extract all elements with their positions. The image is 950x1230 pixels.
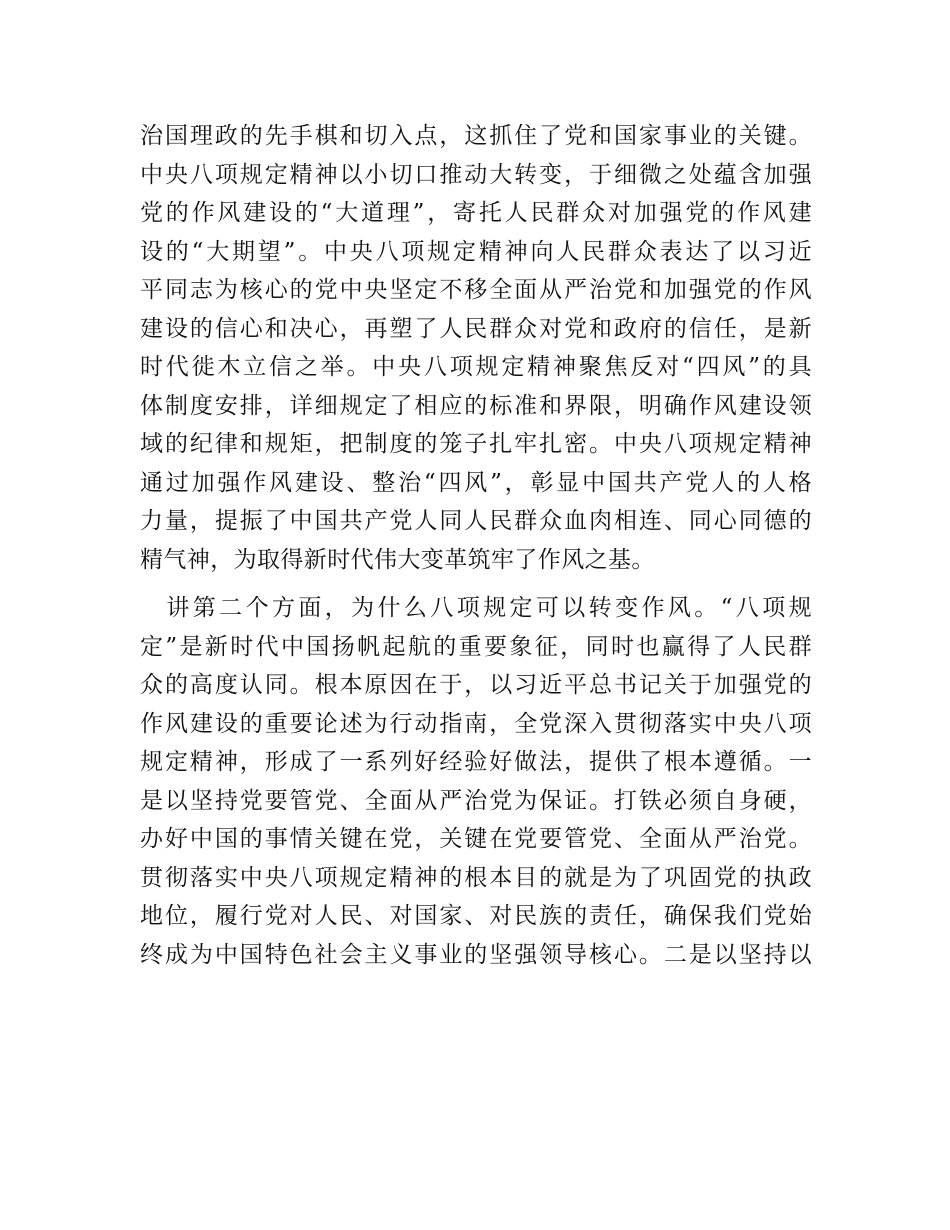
text-line: 域的纪律和规矩，把制度的笼子扎牢扎密。中央八项规定精神 [140, 431, 812, 457]
text-line: 党的作风建设的“大道理”，寄托人民群众对加强党的作风建 [140, 200, 812, 226]
text-line: 平同志为核心的党中央坚定不移全面从严治党和加强党的作风 [140, 277, 812, 303]
text-line: 定”是新时代中国扬帆起航的重要象征，同时也赢得了人民群 [140, 633, 812, 660]
document-body [140, 117, 812, 974]
text-line: 是以坚持党要管党、全面从严治党为保证。打铁必须自身硬， [140, 787, 812, 814]
paragraph-spacer [140, 579, 812, 589]
text-line: 中央八项规定精神以小切口推动大转变，于细微之处蕴含加强 [140, 161, 812, 188]
text-line: 建设的信心和决心，再塑了人民群众对党和政府的信任，是新 [140, 315, 812, 342]
text-line: 规定精神，形成了一系列好经验好做法，提供了根本遵循。一 [140, 749, 812, 775]
text-line: 讲第二个方面，为什么八项规定可以转变作风。“八项规 [140, 595, 812, 621]
text-line: 设的“大期望”。中央八项规定精神向人民群众表达了以习近 [140, 238, 812, 265]
text-line: 众的高度认同。根本原因在于，以习近平总书记关于加强党的 [140, 672, 812, 698]
text-line: 体制度安排，详细规定了相应的标准和界限，明确作风建设领 [140, 392, 812, 419]
paragraph-1 [140, 117, 812, 579]
text-line: 作风建设的重要论述为行动指南，全党深入贯彻落实中央八项 [140, 710, 812, 737]
text-line: 办好中国的事情关键在党，关键在党要管党、全面从严治党。 [140, 826, 812, 852]
text-line: 通过加强作风建设、整治“四风”，彰显中国共产党人的人格 [140, 469, 812, 496]
text-line: 终成为中国特色社会主义事业的坚强领导核心。二是以坚持以 [140, 941, 812, 968]
text-line: 时代徙木立信之举。中央八项规定精神聚焦反对“四风”的具 [140, 354, 812, 380]
text-line: 地位，履行党对人民、对国家、对民族的责任，确保我们党始 [140, 903, 812, 929]
text-line: 精气神，为取得新时代伟大变革筑牢了作风之基。 [140, 546, 655, 573]
paragraph-2 [140, 589, 812, 974]
text-line: 力量，提振了中国共产党人同人民群众血肉相连、同心同德的 [140, 508, 812, 534]
text-line: 治国理政的先手棋和切入点，这抓住了党和国家事业的关键。 [140, 123, 812, 149]
text-line: 贯彻落实中央八项规定精神的根本目的就是为了巩固党的执政 [140, 864, 812, 891]
